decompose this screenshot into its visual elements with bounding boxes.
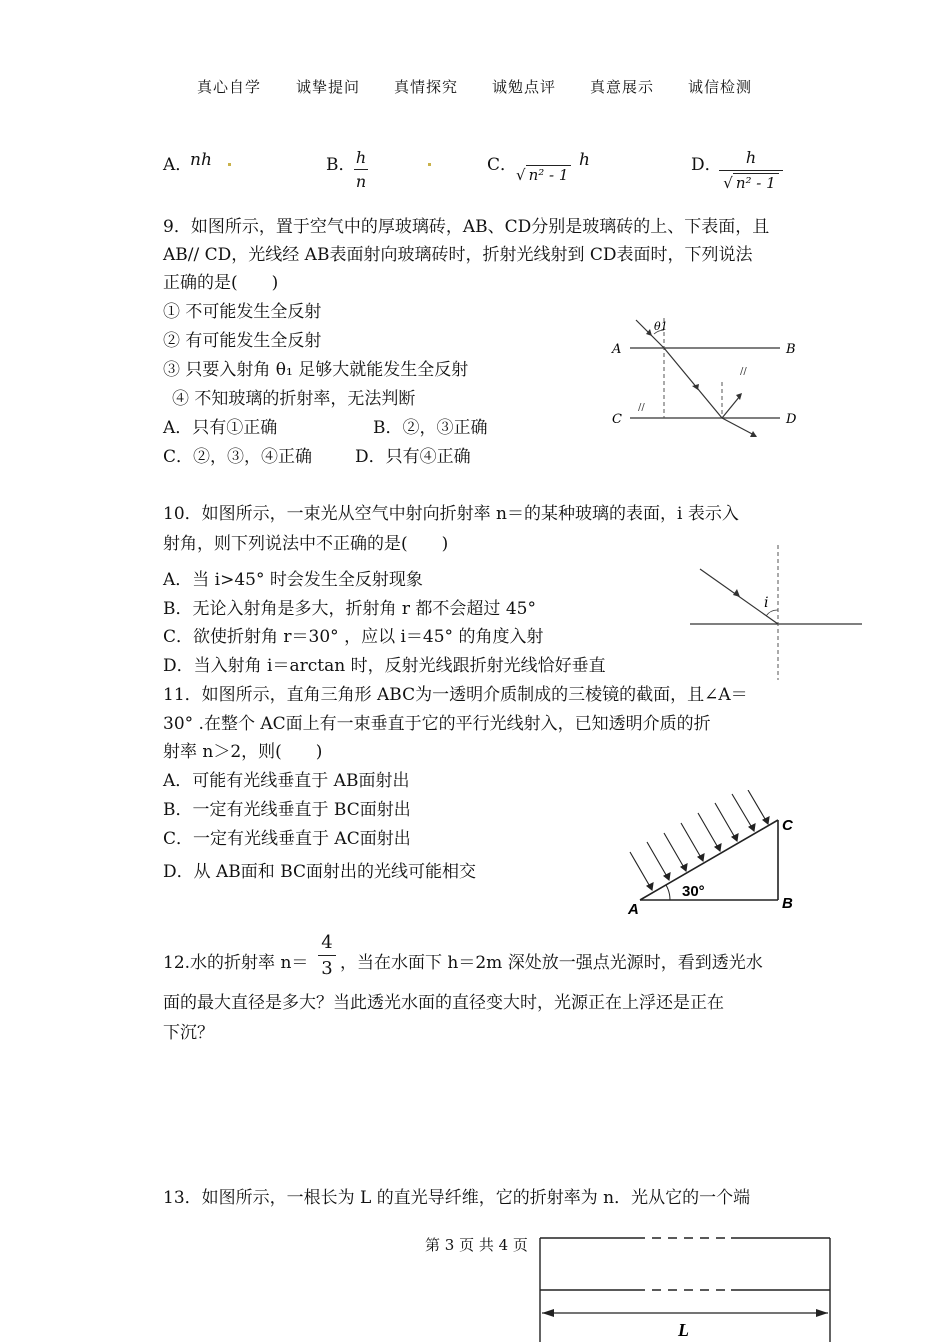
q9-refracted-ray (664, 348, 722, 418)
q8-c-h: h (579, 150, 590, 170)
q9-option-4: ④ 不知玻璃的折射率，无法判断 (172, 389, 416, 409)
header-item-4: 诚勉点评 (492, 78, 557, 96)
q12-denominator: 3 (321, 958, 333, 979)
q8-b-denominator: n (355, 172, 367, 191)
q11-label-c: C (782, 817, 793, 834)
page-footer: 第 3 页 共 4 页 (425, 1236, 528, 1254)
q9-line-2: AB// CD，光线经 AB表面射向玻璃砖时，折射光线射到 CD表面时，下列说法 (163, 245, 753, 265)
q9-reflected-ray (722, 396, 740, 418)
q9-label-c: C (612, 412, 622, 427)
q13-length-label: L (678, 1320, 689, 1340)
q9-option-1: ① 不可能发生全反射 (163, 302, 322, 322)
q10-option-d: D．当入射角 i＝arctan 时，反射光线跟折射光线恰好垂直 (163, 656, 606, 676)
q9-answer-a: A．只有①正确 (163, 418, 278, 438)
q11-parallel-light-rays (630, 790, 769, 890)
q8-b-label: B． (326, 155, 356, 175)
q8-c-radicand: n² - 1 (526, 165, 572, 184)
q8-c-sqrt: √ n² - 1 (516, 166, 571, 184)
q9-line-3: 正确的是( ) (163, 273, 279, 293)
header-item-1: 真心自学 (197, 78, 262, 96)
header-item-2: 诚挚提问 (296, 78, 361, 96)
q10-line-2: 射角，则下列说法中不正确的是( ) (163, 534, 449, 554)
q9-line-1: 9．如图所示，置于空气中的厚玻璃砖，AB、CD分别是玻璃砖的上、下表面，且 (163, 217, 770, 237)
q8-d-fraction (719, 148, 783, 192)
q12-numerator: 4 (321, 932, 333, 953)
q11-line-2: 30° .在整个 AC面上有一束垂直于它的平行光线射入，已知透明介质的折 (163, 714, 711, 734)
q10-line-1: 10．如图所示，一束光从空气中射向折射率 n＝的某种玻璃的表面，i 表示入 (163, 504, 739, 524)
q13-line-1: 13．如图所示，一根长为 L 的直光导纤维，它的折射率为 n．光从它的一个端 (163, 1188, 751, 1208)
q9-theta-label: θ1 (654, 320, 668, 333)
q10-refraction-figure (690, 545, 865, 680)
q9-label-b: B (786, 342, 796, 357)
q8-b-numerator: h (355, 148, 367, 167)
q9-answer-d: D．只有④正确 (355, 447, 471, 467)
q10-option-a: A．当 i>45° 时会发生全反射现象 (163, 570, 423, 590)
q12-line-2: 面的最大直径是多大？当此透光水面的直径变大时，光源正在上浮还是正在 (163, 993, 724, 1013)
q12-line-3: 下沉？ (163, 1023, 214, 1043)
q11-angle-label: 30° (682, 883, 705, 900)
q11-label-b: B (782, 895, 793, 912)
svg-text://: // (740, 366, 747, 377)
q12-prefix: 12.水的折射率 n＝ (163, 953, 309, 973)
q12-fraction (318, 932, 336, 979)
q10-angle-i-label: i (764, 595, 769, 611)
q8-d-radicand: n² - 1 (733, 173, 779, 192)
q11-line-1: 11．如图所示，直角三角形 ABC为一透明介质制成的三棱镜的截面，且∠A＝ (163, 685, 748, 705)
q9-option-3: ③ 只要入射角 θ₁ 足够大就能发生全反射 (163, 360, 469, 380)
q9-label-a: A (612, 342, 622, 357)
q8-d-label: D． (691, 155, 722, 175)
q10-option-c: C．欲使折射角 r＝30° ，应以 i＝45° 的角度入射 (163, 627, 544, 647)
q13-fiber-figure (536, 1236, 836, 1342)
q8-b-fraction (354, 148, 368, 191)
q11-option-a: A．可能有光线垂直于 AB面射出 (163, 771, 410, 791)
q12-suffix: ，当在水面下 h＝2m 深处放一强点光源时，看到透光水 (340, 953, 763, 973)
q11-prism-figure (620, 790, 805, 920)
svg-text://: // (638, 402, 645, 413)
q9-option-2: ② 有可能发生全反射 (163, 331, 322, 351)
q9-answer-c: C．②，③，④正确 (163, 447, 313, 467)
header-item-3: 真情探究 (394, 78, 459, 96)
q8-a-label: A． (163, 155, 193, 175)
header-item-5: 真意展示 (590, 78, 655, 96)
q9-exit-ray (722, 418, 756, 436)
q8-d-numerator: h (745, 148, 757, 167)
q10-option-b: B．无论入射角是多大，折射角 r 都不会超过 45° (163, 599, 536, 619)
q9-answer-b: B．②，③正确 (373, 418, 488, 438)
q9-glass-brick-figure (600, 310, 810, 445)
q11-label-a: A (628, 901, 639, 918)
q8-c-label: C． (487, 155, 518, 175)
q9-label-d: D (786, 412, 797, 427)
q8-a-text: nh (190, 150, 212, 170)
q8-d-sqrt: √ n² - 1 (719, 174, 783, 192)
q11-line-3: 射率 n＞2，则( ) (163, 742, 323, 762)
q11-option-d: D．从 AB面和 BC面射出的光线可能相交 (163, 862, 477, 882)
q11-option-b: B．一定有光线垂直于 BC面射出 (163, 800, 411, 820)
q11-option-c: C．一定有光线垂直于 AC面射出 (163, 829, 411, 849)
header-item-6: 诚信检测 (688, 78, 753, 96)
